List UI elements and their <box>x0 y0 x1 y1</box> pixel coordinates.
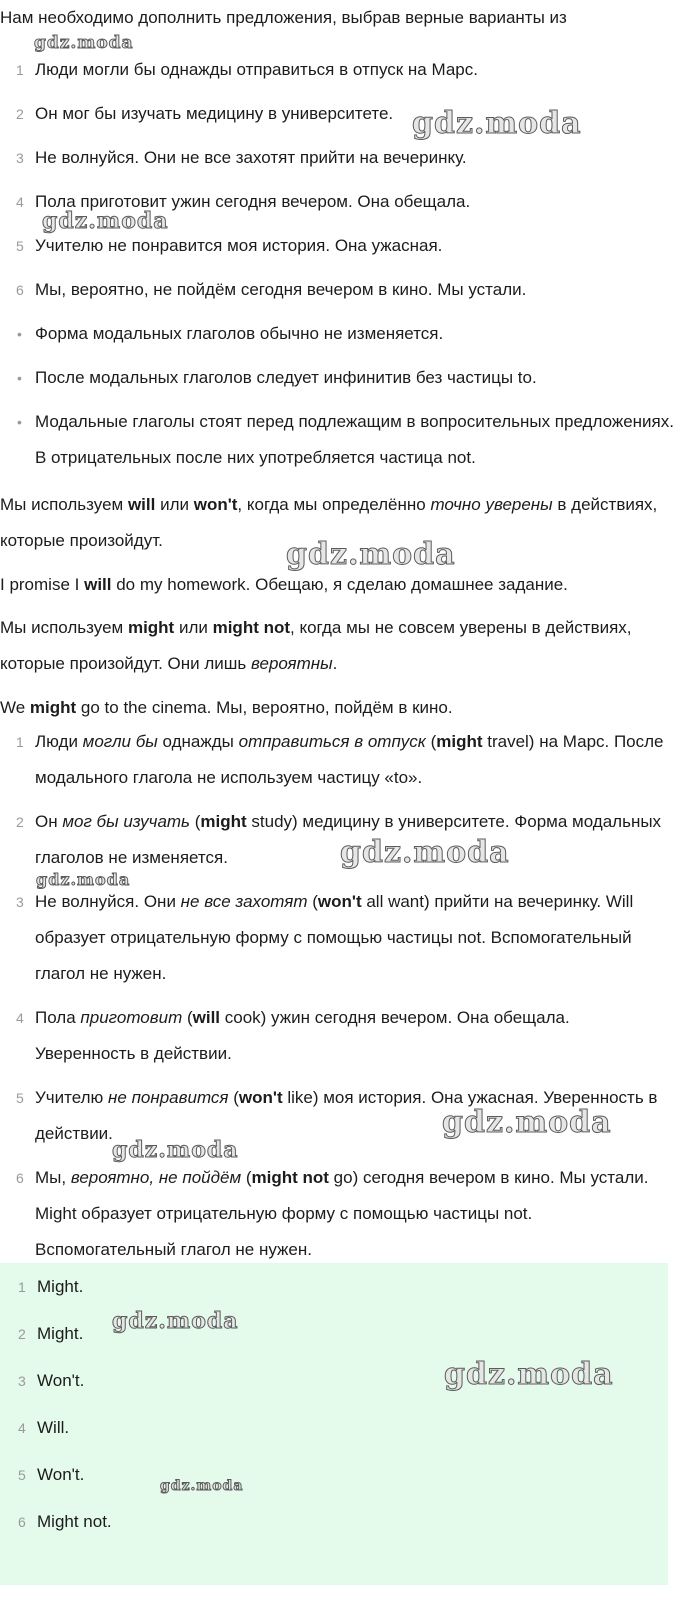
italic-text: не все захотят <box>180 892 308 911</box>
watermark-logo: gdz.moda <box>444 1357 614 1392</box>
item-number: 4 <box>18 1420 26 1436</box>
item-number: 4 <box>16 1010 24 1026</box>
text: , когда мы определённо <box>237 495 431 514</box>
item-text: Люди могли бы однажды отправиться в отпуск на Марс. <box>35 60 478 79</box>
answer-text: Won't. <box>37 1371 85 1390</box>
answer-row <box>0 1269 668 1316</box>
text: I promise I <box>0 575 85 594</box>
rule-text: Форма модальных глаголов обычно не изменяется. <box>35 324 444 343</box>
watermark-logo: gdz.moda <box>160 1478 244 1494</box>
list-item <box>0 52 680 88</box>
text: study) медицину в университете. Форма модальных глаголов не изменяется. <box>35 812 662 867</box>
italic-text: мог бы изучать <box>62 812 191 831</box>
item-number: 2 <box>16 106 24 122</box>
answer-text: Might. <box>37 1324 84 1343</box>
rule-item <box>0 360 680 396</box>
item-number: 6 <box>16 1170 24 1186</box>
bold-text: will <box>127 495 156 514</box>
item-number: 2 <box>16 814 24 830</box>
text: ( <box>182 1008 193 1027</box>
list-item <box>0 140 680 176</box>
text: like) моя история. Она ужасная. Уверенность в действии. <box>35 1088 658 1143</box>
text: travel) на Марс. После модального глагола не используем частицу «to». <box>35 732 664 787</box>
item-number: 6 <box>18 1514 26 1530</box>
theory-paragraph-might <box>0 610 670 682</box>
bold-text: won't <box>317 892 362 911</box>
bold-text: will <box>84 575 112 594</box>
answer-text: Might. <box>37 1277 84 1296</box>
answer-row <box>0 1316 668 1363</box>
text: do my homework. Обещаю, я сделаю домашнее задание. <box>111 575 568 594</box>
text: Мы используем <box>0 495 128 514</box>
item-text: Мы, вероятно, не пойдём сегодня вечером в кино. Мы устали. <box>35 280 527 299</box>
item-text: Пола приготовит ужин сегодня вечером. Она обещала. <box>35 192 471 211</box>
text: all want) прийти на вечеринку. Will образует отрицательную форму с помощью частицы not. Вспомогательный глагол не нужен. <box>35 892 634 983</box>
explanation-list <box>0 724 665 1276</box>
bold-text: might <box>127 618 175 637</box>
watermark-logo: gdz.moda <box>442 1105 612 1140</box>
bullet-icon: • <box>17 326 22 342</box>
bullet-icon: • <box>17 414 22 430</box>
text: или <box>155 495 194 514</box>
item-text: Он мог бы изучать медицину в университете. <box>35 104 394 123</box>
text: We <box>0 698 30 717</box>
item-number: 4 <box>16 194 24 210</box>
bold-text: might <box>436 732 483 751</box>
text: , когда мы не совсем уверены в действиях, которые произойдут. Они лишь <box>0 618 632 673</box>
text: в действиях, которые произойдут. <box>0 495 658 550</box>
list-item <box>0 724 665 796</box>
text: go to the cinema. Мы, вероятно, пойдём в кино. <box>76 698 453 717</box>
bold-text: won't <box>238 1088 283 1107</box>
item-number: 1 <box>16 62 24 78</box>
watermark-logo: gdz.moda <box>42 208 169 234</box>
item-number: 3 <box>16 894 24 910</box>
text: ( <box>241 1168 252 1187</box>
text: ( <box>307 892 318 911</box>
watermark-logo: gdz.moda <box>286 537 456 572</box>
bold-text: might not <box>212 618 291 637</box>
text: Он <box>35 812 63 831</box>
text: go) сегодня вечером в кино. Мы устали. Might образует отрицательную форму с помощью частицы not. Вспомогательный глагол не нужен. <box>35 1168 649 1259</box>
italic-text: могли бы <box>82 732 158 751</box>
italic-text: вероятно, не пойдём <box>70 1168 242 1187</box>
text: ( <box>190 812 201 831</box>
intro-text: Нам необходимо дополнить предложения, выбрав верные варианты из <box>0 8 567 27</box>
bold-text: will <box>192 1008 221 1027</box>
bold-text: might <box>200 812 247 831</box>
bold-text: might not <box>251 1168 329 1187</box>
bold-text: won't <box>193 495 238 514</box>
text: ( <box>425 732 437 751</box>
item-number: 1 <box>16 734 24 750</box>
item-number: 3 <box>18 1373 26 1389</box>
example-might <box>0 690 670 726</box>
item-number: 6 <box>16 282 24 298</box>
answer-text: Will. <box>37 1418 70 1437</box>
rule-item <box>0 404 680 476</box>
item-number: 3 <box>16 150 24 166</box>
bullet-icon: • <box>17 370 22 386</box>
watermark-logo: gdz.moda <box>112 1137 239 1163</box>
item-text: Учителю не понравится моя история. Она ужасная. <box>35 236 443 255</box>
text: Люди <box>35 732 83 751</box>
list-item <box>0 1000 665 1072</box>
text: однажды <box>157 732 239 751</box>
watermark-logo: gdz.moda <box>340 835 510 870</box>
italic-text: приготовит <box>80 1008 183 1027</box>
list-item <box>0 804 665 876</box>
answer-text: Won't. <box>37 1465 85 1484</box>
list-item <box>0 884 665 992</box>
text: Мы, <box>35 1168 71 1187</box>
answers-panel <box>0 1263 668 1585</box>
watermark-logo: gdz.moda <box>412 106 582 141</box>
watermark-logo: gdz.moda <box>36 870 131 889</box>
list-item <box>0 272 680 308</box>
answer-row <box>0 1457 668 1504</box>
text: Мы используем <box>0 618 128 637</box>
answer-row <box>0 1410 668 1457</box>
italic-text: не понравится <box>108 1088 229 1107</box>
italic-text: отправиться в отпуск <box>238 732 426 751</box>
text: Не волнуйся. Они <box>35 892 181 911</box>
italic-text: точно уверены <box>430 495 553 514</box>
item-number: 5 <box>16 238 24 254</box>
item-text: Не волнуйся. Они не все захотят прийти на вечеринку. <box>35 148 467 167</box>
text: Учителю <box>35 1088 109 1107</box>
item-number: 2 <box>18 1326 26 1342</box>
answer-text: Might not. <box>37 1512 112 1531</box>
watermark-logo: gdz.moda <box>34 33 134 53</box>
item-number: 1 <box>18 1279 26 1295</box>
text: . <box>332 654 338 673</box>
list-item <box>0 1160 665 1268</box>
text: Пола <box>35 1008 81 1027</box>
text: cook) ужин сегодня вечером. Она обещала. Уверенность в действии. <box>35 1008 570 1063</box>
text: или <box>174 618 213 637</box>
item-number: 5 <box>18 1467 26 1483</box>
example-will <box>0 567 670 603</box>
answer-row <box>0 1504 668 1551</box>
italic-text: вероятны <box>251 654 333 673</box>
rule-text: Модальные глаголы стоят перед подлежащим в вопросительных предложениях. В отрицательных после них употребляется частица not. <box>35 412 674 467</box>
rule-item <box>0 316 680 352</box>
watermark-logo: gdz.moda <box>112 1308 239 1334</box>
bold-text: might <box>29 698 77 717</box>
text: ( <box>228 1088 239 1107</box>
rule-text: После модальных глаголов следует инфинитив без частицы to. <box>35 368 537 387</box>
item-number: 5 <box>16 1090 24 1106</box>
